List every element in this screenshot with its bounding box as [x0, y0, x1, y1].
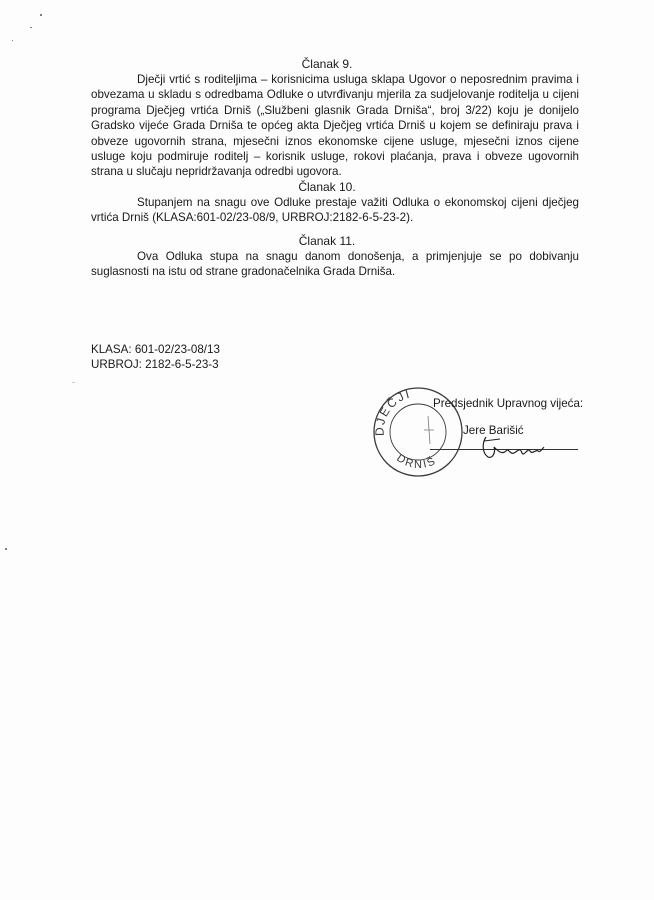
scan-speck — [40, 14, 42, 16]
stamp-emblem — [424, 416, 434, 444]
scan-speck — [5, 548, 7, 550]
stamp-bottom-text: DRNIŠ — [394, 452, 439, 472]
article-10-text: Stupanjem na snagu ove Odluke prestaje važiti Odluka o ekonomskoj cijeni dječjeg vrtića Drniš (KLASA:601-02/23-08/9, URBROJ:2182-6-5-23-2). — [91, 196, 579, 225]
article-10-title: Članak 10. — [298, 180, 356, 194]
klasa-line: KLASA: 601-02/23-08/13 — [91, 343, 220, 356]
scan-speck — [30, 27, 32, 28]
article-9-text: Dječji vrtić s roditeljima – korisnicima usluga sklapa Ugovor o neposrednim pravima i obvezama u skladu s odredbama Odluke o utvrđivanju mjerila za sudjelovanje roditelja u cijeni programa Dječjeg vrtića Drniš („Službeni glasnik Grada Drniša“, broj 3/22) koju je donijelo Gradsko vijeće Grada Drniša te općeg akta Dječjeg vrtića Drniš u kojem se definiraju prava i obveze ugovornih strana, mjesečni iznos ekonomske cijene usluge, mjesečni iznos cijene usluge koju podmiruje roditelj – korisnik usluge, rokovi plaćanja, prava i obveze ugovornih strana u slučaju nepridržavanja odredbi ugovora. — [91, 73, 579, 179]
signature-name: Jere Barišić — [463, 424, 524, 437]
article-11-text: Ova Odluka stupa na snagu danom donošenja, a primjenjuje se po dobivanju suglasnosti na istu od strane gradonačelnika Grada Drniša. — [91, 250, 579, 279]
scan-speck — [12, 40, 13, 41]
handwritten-signature — [476, 433, 546, 463]
article-9-title: Članak 9. — [301, 57, 353, 71]
stamp-inner-ring — [390, 404, 446, 460]
scan-speck — [72, 382, 75, 383]
urbroj-line: URBROJ: 2182-6-5-23-3 — [91, 358, 219, 371]
signature-title: Predsjednik Upravnog vijeća: — [433, 397, 584, 410]
article-11-title: Članak 11. — [298, 234, 356, 248]
stamp-top-text: DJEČJI — [372, 386, 413, 437]
